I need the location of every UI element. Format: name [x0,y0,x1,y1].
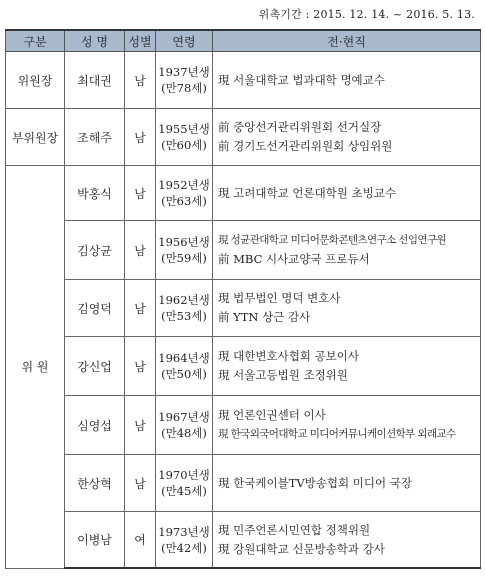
table-row [6,512,481,569]
member-age [156,109,213,166]
member-name: 최대권 [65,52,125,109]
header-career: 전·현직 [213,30,481,52]
age-text: (만78세) [161,81,207,95]
member-gender: 남 [125,166,156,221]
member-career [213,52,481,109]
birth-year: 1956년생 [158,235,210,249]
birth-year: 1955년생 [158,122,210,136]
career-line: 現 성균관대학교 미디어문화콘텐츠연구소 선임연구원 [218,234,447,246]
member-gender: 여 [125,512,156,569]
birth-year: 1970년생 [158,468,210,482]
member-age [156,455,213,512]
member-name: 김영덕 [65,280,125,337]
career-line: 現 서울대학교 법과대학 명예교수 [218,72,385,87]
member-career [213,280,481,337]
member-age [156,396,213,455]
member-name: 한상혁 [65,455,125,512]
member-gender: 남 [125,109,156,166]
birth-year: 1967년생 [158,410,210,424]
member-age [156,166,213,221]
career-line: 前 중앙선거관리위원회 선거실장 [218,120,382,134]
age-text: (만42세) [161,540,207,555]
member-gender: 남 [125,221,156,280]
member-name: 조해주 [65,109,125,166]
birth-year: 1964년생 [158,351,210,365]
member-gender: 남 [125,337,156,396]
career-line: 前 YTN 상근 감사 [218,310,311,324]
appointment-term: 위촉기간 : 2015. 12. 14. ~ 2016. 5. 13. [258,8,475,21]
career-line: 現 한국외국어대학교 미디어커뮤니케이션학부 외래교수 [218,428,456,440]
career-line: 現 언론인권센터 이사 [218,408,326,422]
birth-year: 1952년생 [158,178,210,192]
career-line: 現 대한변호사협회 공보이사 [218,349,360,363]
member-age [156,52,213,109]
table-row [6,280,481,337]
header-row [6,30,481,52]
member-name: 이병남 [65,512,125,569]
category-chair: 위원장 [6,52,65,109]
member-name: 심영섭 [65,396,125,455]
table-row [6,337,481,396]
table-row [6,396,481,455]
header-age: 연령 [156,30,213,52]
member-career [213,221,481,280]
header-category: 구분 [6,30,65,52]
member-career [213,166,481,221]
header-name: 성 명 [65,30,125,52]
career-line: 現 강원대학교 신문방송학과 강사 [218,541,385,556]
career-line: 現 한국케이블TV방송협회 미디어 국장 [218,475,412,490]
table-row [6,109,481,166]
member-career [213,455,481,512]
member-age [156,337,213,396]
career-line: 前 MBC 시사교양국 프로듀서 [218,252,370,266]
career-line: 現 서울고등법원 조정위원 [218,368,348,382]
age-text: (만53세) [161,309,207,323]
member-career [213,109,481,166]
member-age [156,280,213,337]
age-text: (만63세) [161,194,207,208]
table-row [6,52,481,109]
career-line: 現 고려대학교 언론대학원 초빙교수 [218,185,396,200]
category-vice-chair: 부위원장 [6,109,65,166]
category-member: 위 원 [6,166,65,569]
header-gender: 성별 [125,30,156,52]
table-row [6,455,481,512]
member-gender: 남 [125,280,156,337]
age-text: (만59세) [161,251,207,265]
age-text: (만45세) [161,484,207,498]
table-row [6,166,481,221]
member-gender: 남 [125,396,156,455]
birth-year: 1937년생 [158,65,210,79]
age-text: (만60세) [161,138,207,152]
age-text: (만50세) [161,367,207,381]
member-career [213,396,481,455]
member-name: 강신업 [65,337,125,396]
career-line: 前 경기도선거관리위원회 상임위원 [218,139,393,153]
member-gender: 남 [125,455,156,512]
committee-table [5,29,481,569]
member-name: 김상균 [65,221,125,280]
career-line: 現 민주언론시민연합 정책위원 [218,522,371,537]
member-career [213,512,481,569]
table-row [6,221,481,280]
age-text: (만48세) [161,426,207,440]
member-age [156,512,213,569]
member-career [213,337,481,396]
member-name: 박홍식 [65,166,125,221]
member-age [156,221,213,280]
birth-year: 1962년생 [158,293,210,307]
member-gender: 남 [125,52,156,109]
birth-year: 1973년생 [158,524,210,539]
career-line: 現 법무법인 명덕 변호사 [218,291,341,305]
